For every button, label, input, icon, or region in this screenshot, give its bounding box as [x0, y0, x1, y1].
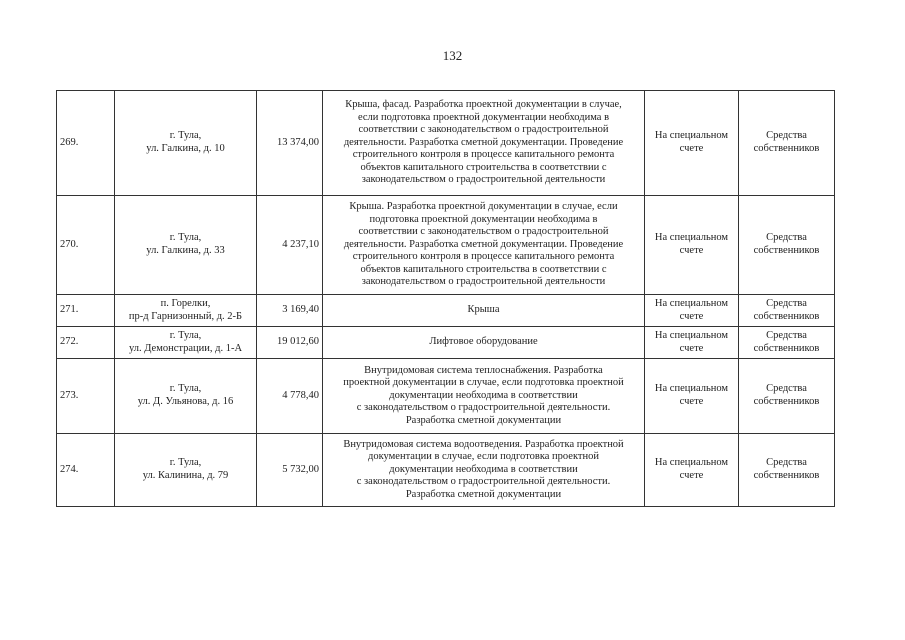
funding-source-cell	[739, 434, 835, 507]
cost-cell: 5 732,00	[257, 434, 323, 507]
address-line: г. Тула,	[169, 383, 202, 395]
address-line: г. Тула,	[169, 232, 202, 244]
account-line: счете	[679, 245, 704, 256]
address-cell	[115, 91, 257, 196]
account-line: счете	[679, 310, 704, 322]
work-line: соответствии с законодательством о градостроительной	[358, 226, 609, 238]
funding-source-cell	[739, 196, 835, 295]
row-number: 270.	[57, 196, 115, 295]
source-line: собственников	[753, 396, 820, 407]
cost-cell: 4 237,10	[257, 196, 323, 295]
funding-source-cell	[739, 91, 835, 196]
funding-source-cell	[739, 295, 835, 327]
address-line: п. Горелки,	[160, 297, 211, 309]
cost-cell: 19 012,60	[257, 327, 323, 359]
repair-program-table	[56, 90, 835, 507]
work-line: если подготовка проектной документации необходима в	[357, 111, 610, 123]
source-line: собственников	[753, 245, 820, 256]
address-cell	[115, 327, 257, 359]
row-number: 271.	[57, 295, 115, 327]
work-description-cell	[323, 91, 645, 196]
address-cell	[115, 295, 257, 327]
work-line: деятельности. Разработка сметной документации. Проведение	[343, 238, 624, 250]
address-cell	[115, 359, 257, 434]
work-description-cell	[323, 434, 645, 507]
account-line: счете	[679, 342, 704, 354]
source-line: собственников	[753, 143, 820, 154]
source-line: собственников	[753, 470, 820, 481]
table-row	[57, 295, 835, 327]
row-number: 273.	[57, 359, 115, 434]
account-cell	[645, 359, 739, 434]
account-line: На специальном	[654, 457, 729, 469]
source-line: собственников	[753, 310, 820, 322]
address-line: ул. Д. Ульянова, д. 16	[137, 396, 234, 407]
work-line: законодательством о градостроительной деятельности	[361, 174, 606, 186]
source-line: Средства	[766, 457, 807, 469]
address-line: г. Тула,	[169, 457, 202, 469]
table-row	[57, 196, 835, 295]
address-line: ул. Калинина, д. 79	[142, 470, 229, 481]
address-line: г. Тула,	[169, 329, 202, 341]
address-line: ул. Галкина, д. 10	[146, 143, 225, 154]
work-line: Внутридомовая система водоотведения. Разработка проектной	[343, 438, 624, 450]
cost-cell: 13 374,00	[257, 91, 323, 196]
work-line: деятельности. Разработка сметной документации. Проведение	[343, 136, 624, 148]
row-number: 272.	[57, 327, 115, 359]
work-line: с законодательством о градостроительной деятельности.	[356, 476, 611, 488]
row-number: 269.	[57, 91, 115, 196]
work-line: законодательством о градостроительной деятельности	[361, 276, 606, 288]
row-number: 274.	[57, 434, 115, 507]
work-line: с законодательством о градостроительной деятельности.	[356, 402, 611, 414]
source-line: Средства	[766, 130, 807, 142]
account-line: счете	[679, 396, 704, 407]
source-line: Средства	[766, 383, 807, 395]
source-line: Средства	[766, 297, 807, 309]
work-line: Внутридомовая система теплоснабжения. Разработка	[364, 364, 603, 376]
account-cell	[645, 91, 739, 196]
account-line: На специальном	[654, 329, 729, 341]
account-line: счете	[679, 143, 704, 154]
work-line: объектов капитального строительства в соответствии с	[360, 161, 607, 173]
address-line: ул. Демонстрации, д. 1-А	[128, 342, 243, 354]
work-line: документации необходима в соответствии	[389, 463, 578, 475]
source-line: собственников	[753, 342, 820, 354]
work-line: Разработка сметной документации	[405, 414, 562, 426]
work-line: соответствии с законодательством о градостроительной	[358, 124, 609, 136]
address-cell	[115, 196, 257, 295]
work-line: Крыша. Разработка проектной документации в случае, если	[349, 200, 618, 212]
work-description-cell	[323, 295, 645, 327]
account-line: На специальном	[654, 130, 729, 142]
account-line: счете	[679, 470, 704, 481]
funding-source-cell	[739, 359, 835, 434]
work-line: Разработка сметной документации	[405, 488, 562, 500]
work-line: Крыша, фасад. Разработка проектной документации в случае,	[345, 98, 622, 110]
funding-source-cell	[739, 327, 835, 359]
work-description-cell	[323, 196, 645, 295]
account-cell	[645, 295, 739, 327]
account-line: На специальном	[654, 297, 729, 309]
table-row	[57, 91, 835, 196]
source-line: Средства	[766, 329, 807, 341]
work-line: проектной документации в случае, если подготовка проектной	[343, 377, 624, 389]
cost-cell: 4 778,40	[257, 359, 323, 434]
cost-cell: 3 169,40	[257, 295, 323, 327]
work-line: строительного контроля в процессе капитального ремонта	[352, 251, 615, 263]
address-cell	[115, 434, 257, 507]
page-number: 132	[442, 48, 463, 63]
source-line: Средства	[766, 232, 807, 244]
account-line: На специальном	[654, 383, 729, 395]
work-line: Крыша	[467, 304, 500, 316]
work-description-cell	[323, 327, 645, 359]
table-row	[57, 434, 835, 507]
work-line: подготовка проектной документации необходима в	[369, 213, 598, 225]
address-line: ул. Галкина, д. 33	[146, 245, 225, 256]
table-row	[57, 359, 835, 434]
work-description-cell	[323, 359, 645, 434]
account-line: На специальном	[654, 232, 729, 244]
work-line: документации необходима в соответствии	[389, 389, 578, 401]
account-cell	[645, 327, 739, 359]
address-line: пр-д Гарнизонный, д. 2-Б	[128, 310, 243, 322]
address-line: г. Тула,	[169, 130, 202, 142]
table-row	[57, 327, 835, 359]
work-line: объектов капитального строительства в соответствии с	[360, 263, 607, 275]
work-line: Лифтовое оборудование	[429, 336, 538, 348]
account-cell	[645, 196, 739, 295]
account-cell	[645, 434, 739, 507]
work-line: строительного контроля в процессе капитального ремонта	[352, 149, 615, 161]
work-line: документации в случае, если подготовка проектной	[368, 451, 599, 463]
